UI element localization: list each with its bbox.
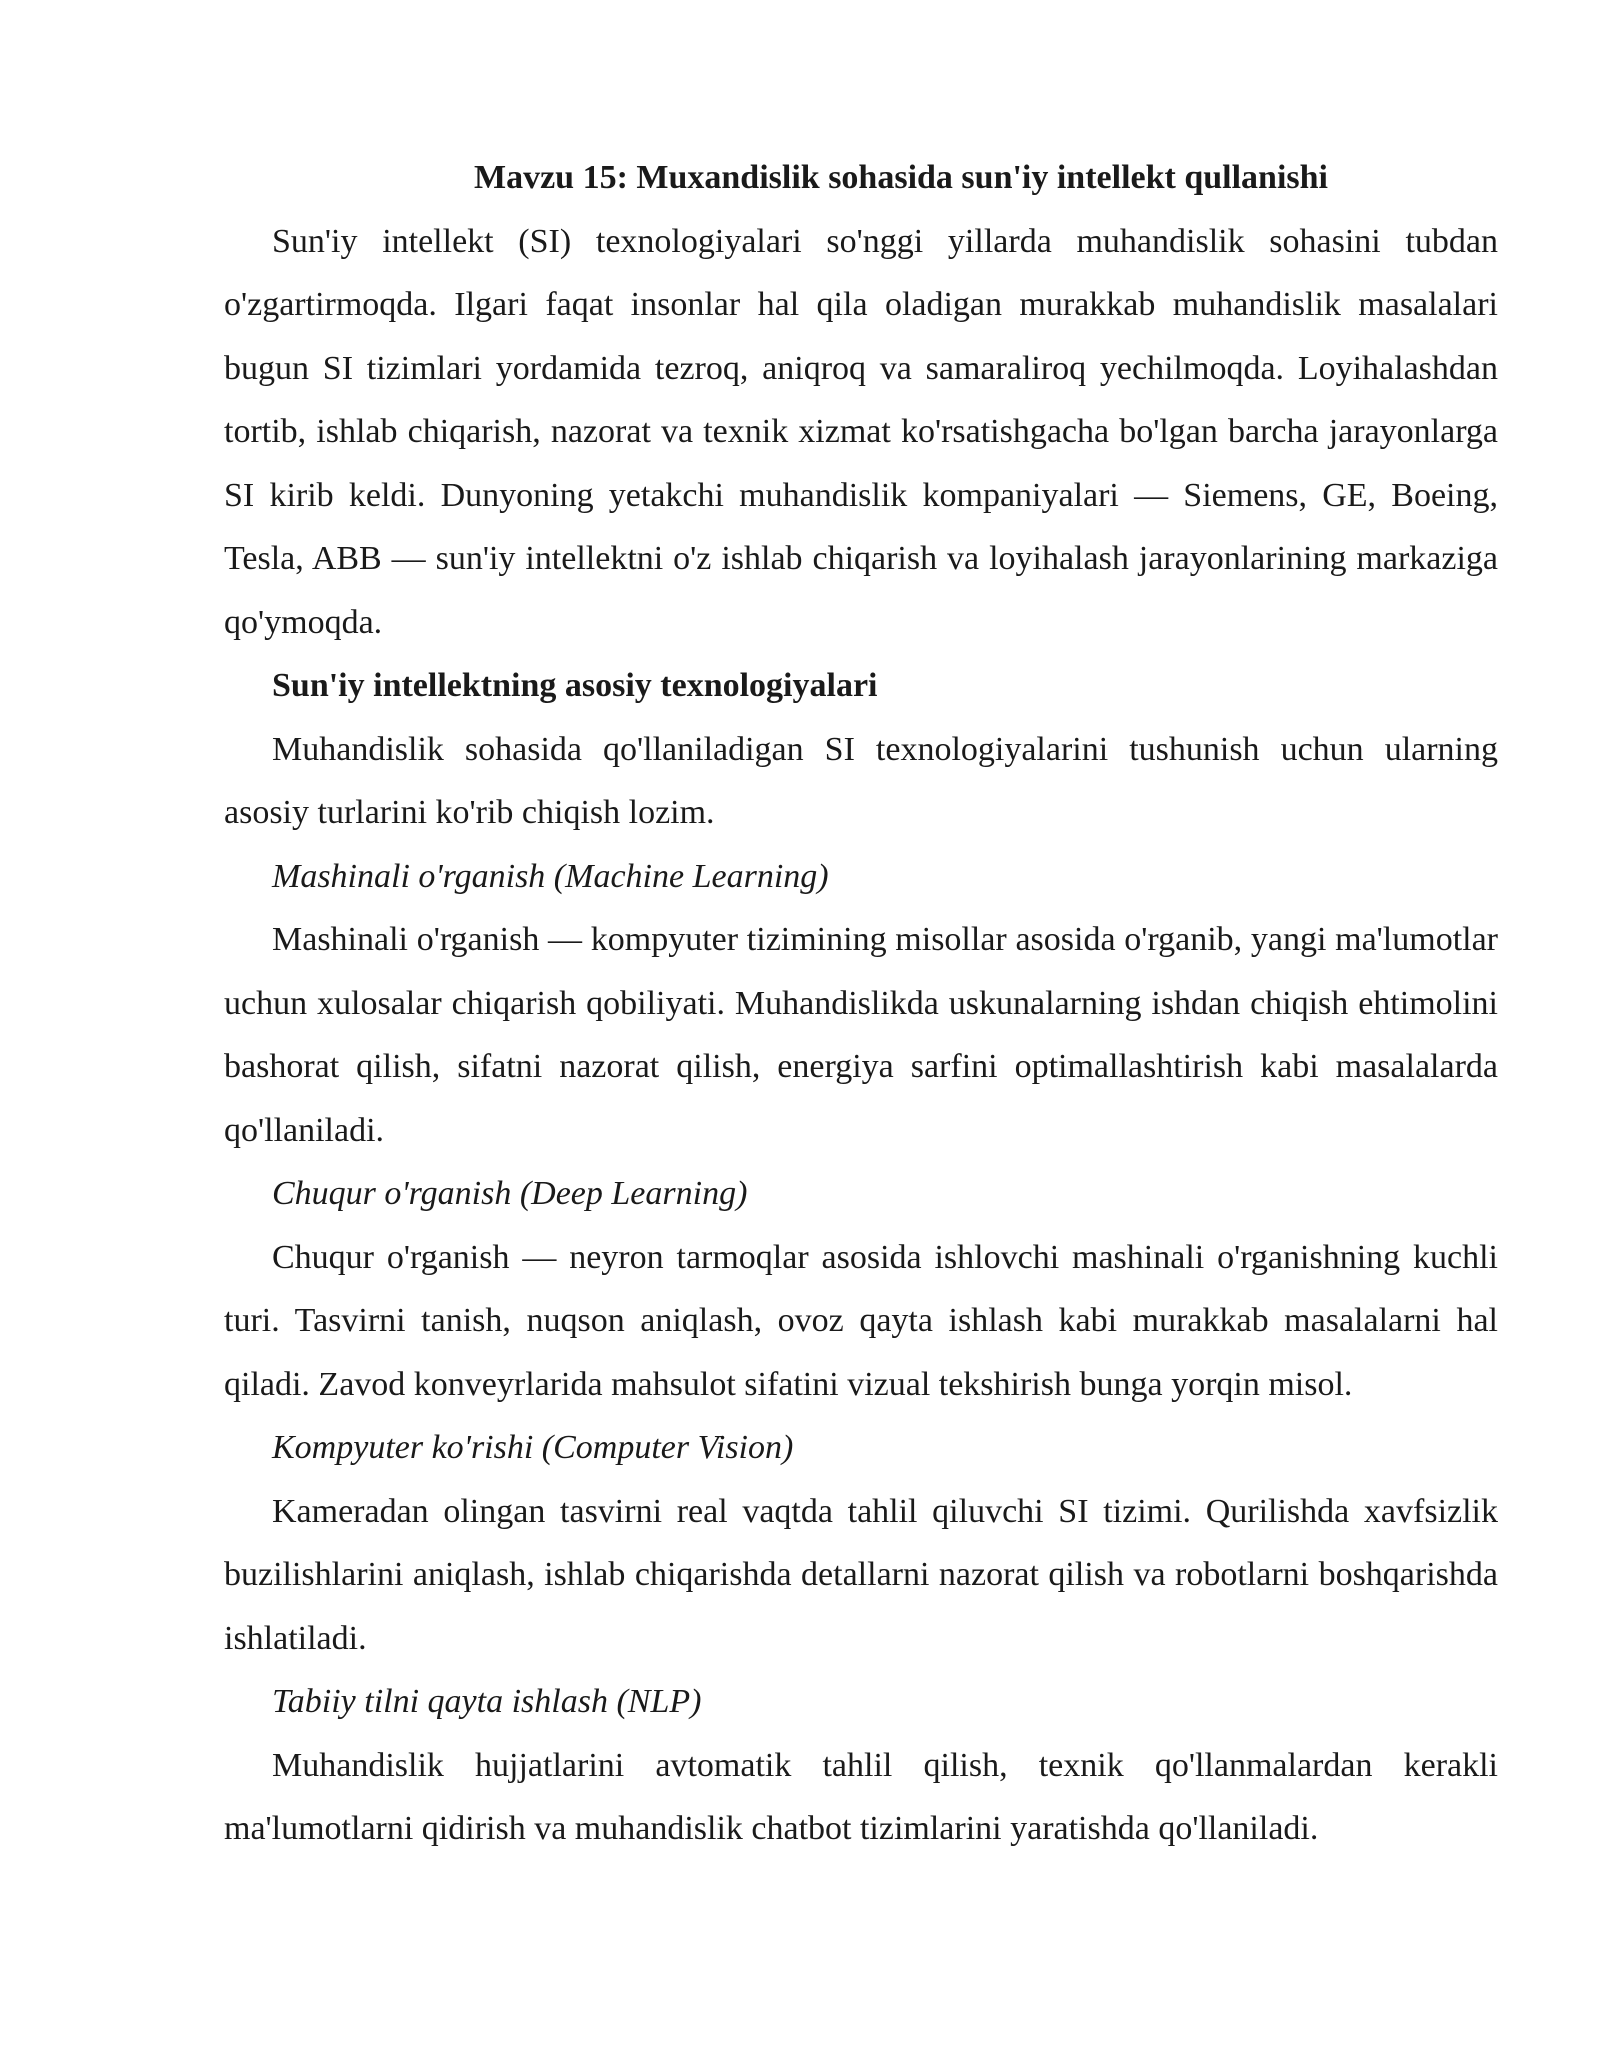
section-heading: Sun'iy intellektning asosiy texnologiyalari bbox=[272, 667, 878, 704]
subsection-heading-deep-learning: Chuqur o'rganish (Deep Learning) bbox=[272, 1175, 748, 1212]
subsection-heading-nlp: Tabiiy tilni qayta ishlash (NLP) bbox=[272, 1683, 702, 1720]
subsection-heading-computer-vision: Kompyuter ko'rishi (Computer Vision) bbox=[272, 1429, 794, 1466]
intro-paragraph: Sun'iy intellekt (SI) texnologiyalari so'nggi yillarda muhandislik sohasini tubdan o'zgartirmoqda. Ilgari faqat insonlar hal qila oladigan murakkab muhandislik masalalari bugun SI tizimlari yordamida tezroq, aniqroq va samaraliroq yechilmoqda. Loyihalashdan tortib, ishlab chiqarish, nazorat va texnik xizmat ko'rsatishgacha bo'lgan barcha jarayonlarga SI kirib keldi. Dunyoning yetakchi muhandislik kompaniyalari — Siemens, GE, Boeing, Tesla, ABB — sun'iy intellektni o'z ishlab chiqarish va loyihalash jarayonlarining markaziga qo'ymoqda. bbox=[224, 222, 1498, 641]
subsection-text-machine-learning: Mashinali o'rganish — kompyuter tizimining misollar asosida o'rganib, yangi ma'lumotlar uchun xulosalar chiqarish qobiliyati. Muhandislikda uskunalarning ishdan chiqish ehtimolini bashorat qilish, sifatni nazorat qilish, energiya sarfini optimallashtirish kabi masalalarda qo'llaniladi. bbox=[224, 921, 1498, 1149]
subsection-text-computer-vision: Kameradan olingan tasvirni real vaqtda tahlil qiluvchi SI tizimi. Qurilishda xavfsizlik buzilishlarini aniqlash, ishlab chiqarishda detallarni nazorat qilish va robotlarni boshqarishda ishlatiladi. bbox=[224, 1492, 1498, 1657]
section-intro-paragraph: Muhandislik sohasida qo'llaniladigan SI texnologiyalarini tushunish uchun ularning asosiy turlarini ko'rib chiqish lozim. bbox=[224, 730, 1498, 831]
subsection-text-nlp: Muhandislik hujjatlarini avtomatik tahlil qilish, texnik qo'llanmalardan kerakli ma'lumotlarni qidirish va muhandislik chatbot tizimlarini yaratishda qo'llaniladi. bbox=[224, 1746, 1498, 1847]
subsection-heading-machine-learning: Mashinali o'rganish (Machine Learning) bbox=[272, 857, 829, 895]
document-title: Mavzu 15: Muxandislik sohasida sun'iy intellekt qullanishi bbox=[473, 159, 1329, 196]
document-page bbox=[224, 146, 1498, 1861]
subsection-text-deep-learning: Chuqur o'rganish — neyron tarmoqlar asosida ishlovchi mashinali o'rganishning kuchli turi. Tasvirni tanish, nuqson aniqlash, ovoz qayta ishlash kabi murakkab masalalarni hal qiladi. Zavod konveyrlarida mahsulot sifatini vizual tekshirish bunga yorqin misol. bbox=[224, 1238, 1498, 1403]
